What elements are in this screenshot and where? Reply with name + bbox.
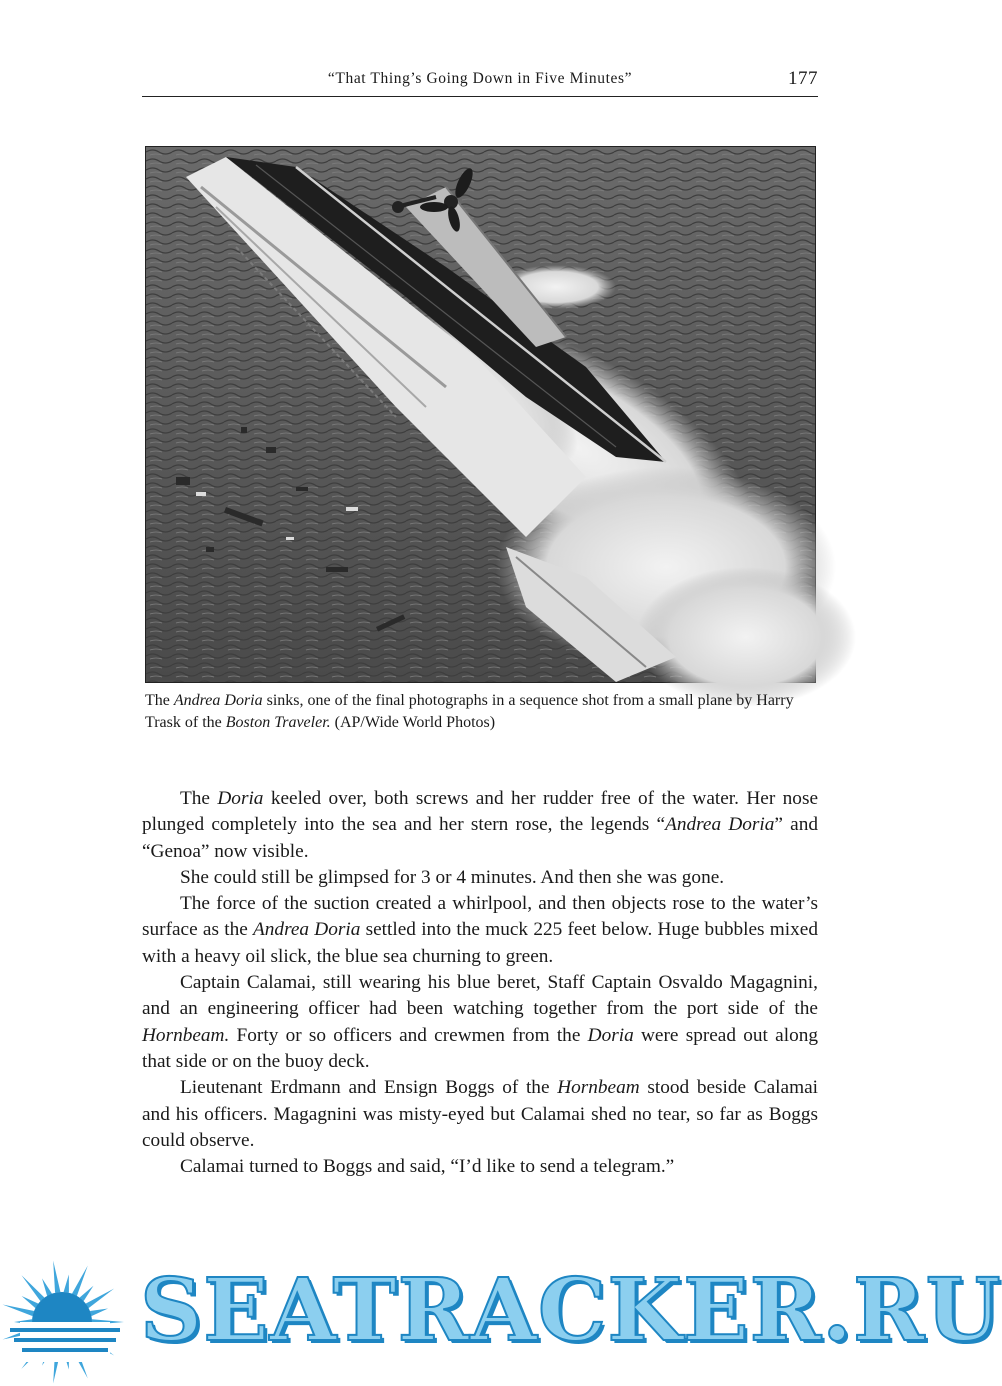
text-run: Lieutenant Erdmann and Ensign Boggs of the: [180, 1077, 558, 1099]
watermark: [0, 1250, 1002, 1386]
text-run: The: [145, 692, 174, 709]
running-title: “That Thing’s Going Down in Five Minutes”: [327, 70, 633, 87]
body-text: [142, 786, 818, 1180]
paragraph: [142, 1154, 818, 1180]
sun-ray: [53, 1261, 60, 1293]
paragraph: [142, 865, 818, 891]
text-run: (AP/Wide World Photos): [330, 714, 496, 731]
text-run: settled into the muck 225 feet below. Huge bubbles mixed with a heavy oil slick, the blue sea churning to green.: [142, 919, 818, 967]
figure-caption: [145, 690, 825, 734]
sun-ray: [86, 1288, 114, 1308]
text-run: Captain Calamai, still wearing his blue beret, Staff Captain Osvaldo Magagnini, and an engineering officer had been watching together from the port side of the: [142, 972, 818, 1020]
sun-icon: [0, 1250, 140, 1386]
paragraph: [142, 970, 818, 1075]
page-number: 177: [788, 68, 818, 89]
italic-text-run: Doria: [217, 788, 264, 809]
paragraph: [142, 891, 818, 970]
photo-illustration: [146, 147, 815, 682]
text-run: sinks, one of the final photographs in a sequence shot from a small plane by Harry Trask of the: [145, 692, 794, 731]
text-run: She could still be glimpsed for 3 or 4 minutes. And then she was gone.: [180, 866, 725, 888]
paragraph: [142, 1075, 818, 1154]
text-run: ” and “Genoa” now visible.: [142, 814, 819, 862]
text-run: Calamai turned to Boggs and said, “I’d like to send a telegram.”: [180, 1156, 675, 1178]
text-run: were spread out along that side or on the buoy deck.: [142, 1024, 818, 1072]
italic-text-run: Andrea Doria: [173, 692, 263, 709]
running-head: [142, 64, 818, 97]
italic-text-run: Hornbeam: [557, 1077, 640, 1099]
italic-text-run: Boston Traveler.: [225, 714, 331, 731]
text-run: keeled over, both screws and her rudder free of the water. Her nose plunged completely into the sea and her stern rose, the legends “: [142, 788, 818, 836]
italic-text-run: Doria: [587, 1024, 634, 1046]
sun-ray: [42, 1278, 52, 1296]
italic-text-run: Hornbeam.: [142, 1024, 230, 1046]
text-run: The force of the suction created a whirlpool, and then objects rose to the water’s surface as the: [142, 893, 818, 941]
sun-ray: [90, 1308, 108, 1316]
italic-text-run: Andrea Doria: [253, 919, 361, 941]
sun-ray: [21, 1275, 44, 1301]
text-run: Forty or so officers and crewmen from the: [229, 1024, 588, 1046]
sun-ray: [64, 1274, 69, 1292]
text-run: The: [180, 788, 218, 809]
sun-ray: [22, 1296, 39, 1308]
sun-ray: [3, 1305, 35, 1317]
paragraph: [142, 786, 818, 865]
sun-ray: [72, 1266, 88, 1296]
text-run: stood beside Calamai and his officers. Magagnini was misty-eyed but Calamai shed no tear, so far as Boggs could observe.: [142, 1077, 818, 1151]
sun-ray: [80, 1286, 94, 1301]
italic-text-run: Andrea Doria: [665, 814, 775, 836]
sinking-ship-photo: [145, 146, 816, 683]
watermark-text: SEATRACKER.RU: [140, 1260, 1002, 1361]
